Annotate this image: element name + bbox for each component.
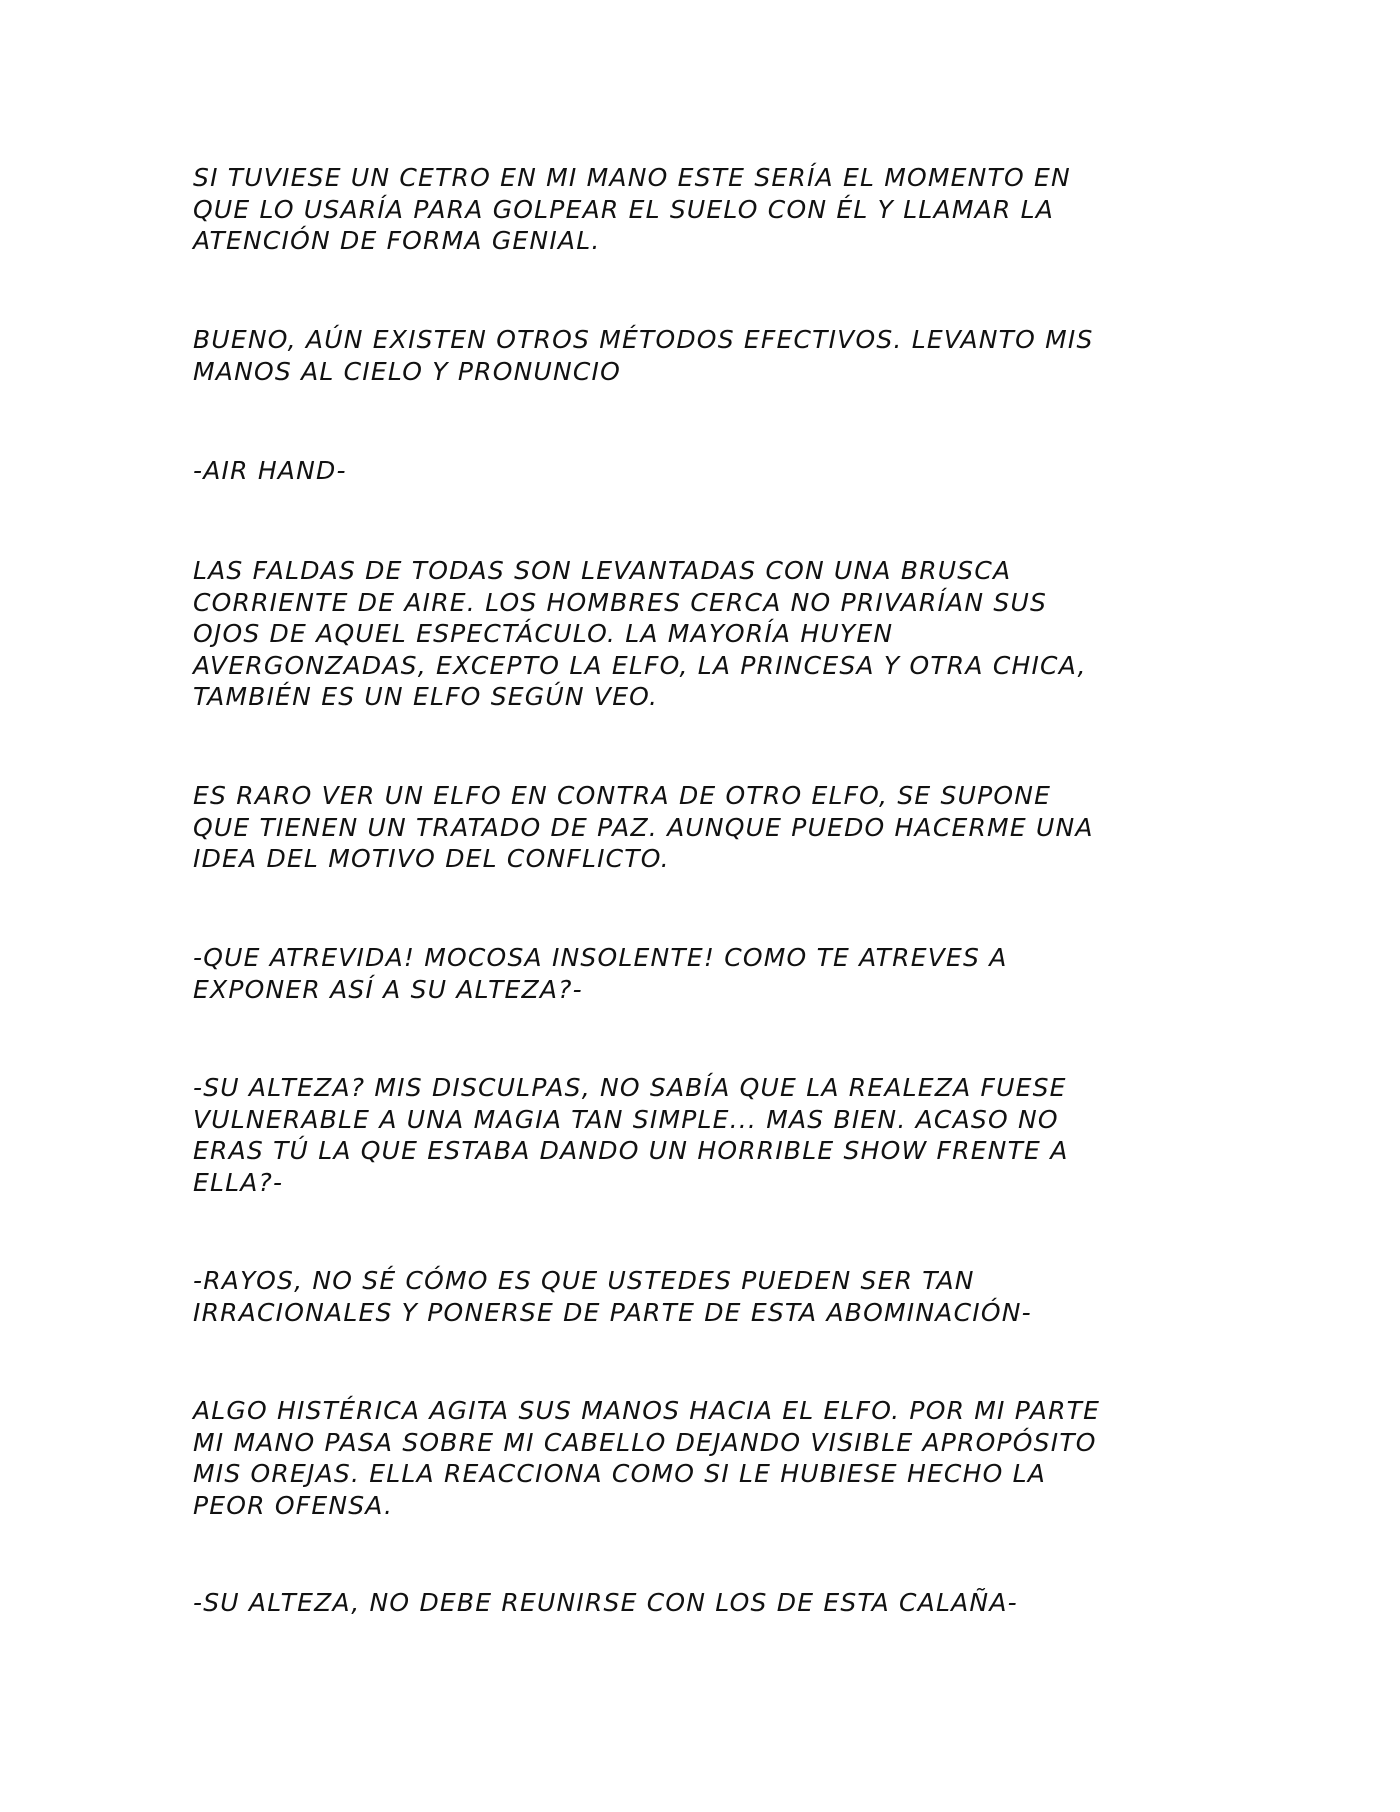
paragraph-5: ES RARO VER UN ELFO EN CONTRA DE OTRO ELFO, SE SUPONE QUE TIENEN UN TRATADO DE PAZ. AUNQUE PUEDO HACERME UNA IDEA DEL MOTIVO DEL CONFLICTO. bbox=[193, 781, 1094, 873]
paragraph-8: -RAYOS, NO SÉ CÓMO ES QUE USTEDES PUEDEN SER TAN IRRACIONALES Y PONERSE DE PARTE DE ESTA ABOMINACIÓN- bbox=[193, 1266, 1032, 1327]
paragraph-9: ALGO HISTÉRICA AGITA SUS MANOS HACIA EL ELFO. POR MI PARTE MI MANO PASA SOBRE MI CABELLO DEJANDO VISIBLE APROPÓSITO MIS OREJAS. ELLA REACCIONA COMO SI LE HUBIESE HECHO LA PEOR OFENSA. bbox=[193, 1396, 1101, 1520]
paragraph-1: SI TUVIESE UN CETRO EN MI MANO ESTE SERÍA EL MOMENTO EN QUE LO USARÍA PARA GOLPEAR EL SUELO CON ÉL Y LLAMAR LA ATENCIÓN DE FORMA GENIAL. bbox=[193, 163, 1071, 255]
paragraph-10: -SU ALTEZA, NO DEBE REUNIRSE CON LOS DE ESTA CALAÑA- bbox=[193, 1588, 1018, 1617]
paragraph-3: -AIR HAND- bbox=[193, 456, 347, 485]
paragraph-4: LAS FALDAS DE TODAS SON LEVANTADAS CON UNA BRUSCA CORRIENTE DE AIRE. LOS HOMBRES CERCA NO PRIVARÍAN SUS OJOS DE AQUEL ESPECTÁCULO. LA MAYORÍA HUYEN AVERGONZADAS, EXCEPTO LA ELFO, LA PRINCESA Y OTRA CHICA, TAMBIÉN ES UN ELFO SEGÚN VEO. bbox=[193, 556, 1087, 711]
paragraph-6: -QUE ATREVIDA! MOCOSA INSOLENTE! COMO TE ATREVES A EXPONER ASÍ A SU ALTEZA?- bbox=[193, 943, 1008, 1004]
paragraph-2: BUENO, AÚN EXISTEN OTROS MÉTODOS EFECTIVOS. LEVANTO MIS MANOS AL CIELO Y PRONUNCIO bbox=[193, 325, 1094, 386]
paragraph-7: -SU ALTEZA? MIS DISCULPAS, NO SABÍA QUE LA REALEZA FUESE VULNERABLE A UNA MAGIA TAN SIMPLE... MAS BIEN. ACASO NO ERAS TÚ LA QUE ESTABA DANDO UN HORRIBLE SHOW FRENTE A ELLA?- bbox=[193, 1073, 1069, 1197]
